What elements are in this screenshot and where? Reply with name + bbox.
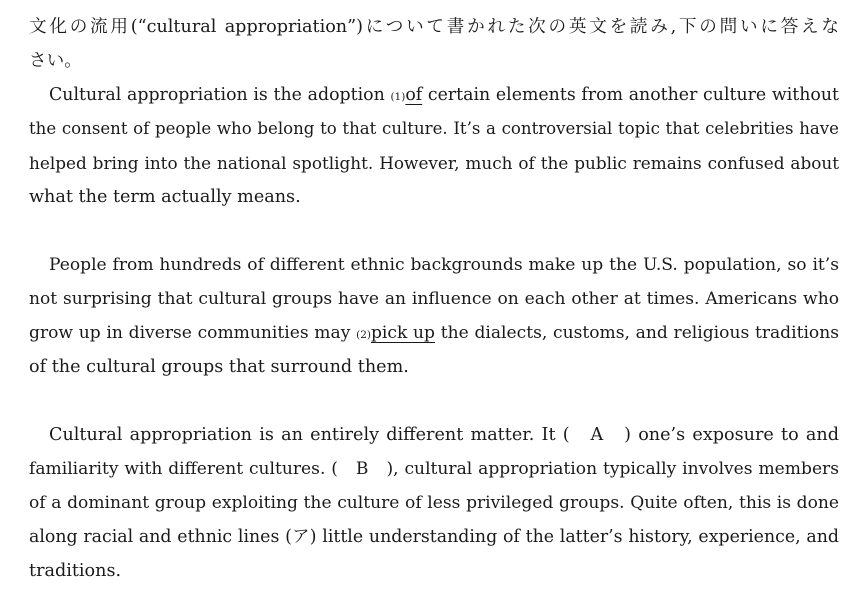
paragraph-1 (29, 78, 839, 214)
paragraph-1-line-2: the consent of people who belong to that culture. It’s a controversial topic that celebrities have (29, 119, 839, 138)
paragraph-2-line-1: People from hundreds of different ethnic backgrounds make up the U.S. population, so it’s (49, 255, 839, 275)
question-marker-1: (1) (390, 91, 406, 103)
paragraph-3-line-4: along racial and ethnic lines (ア) little understanding of the latter’s history, experience, and (29, 527, 839, 547)
paragraph-3-line-2: familiarity with different cultures. ( B ), cultural appropriation typically involves members (29, 459, 839, 479)
paragraph-1-line-1 (29, 78, 839, 112)
paragraph-1-text-a: Cultural appropriation is the adoption (49, 85, 385, 105)
paragraph-2-text-b: the dialects, customs, and religious traditions (440, 323, 839, 343)
paragraph-2-line-3 (29, 316, 839, 350)
paragraph-gap (29, 214, 839, 248)
paragraph-3 (29, 418, 839, 588)
underlined-phrase-2: pick up (370, 323, 435, 343)
paragraph-2-text-a: grow up in diverse communities may (29, 323, 351, 343)
paragraph-2-line-2: not surprising that cultural groups have an influence on each other at times. Americans who (29, 289, 839, 309)
paragraph-2 (29, 248, 839, 384)
paragraph-1-line-3: helped bring into the national spotlight. However, much of the public remains confused about (29, 153, 839, 173)
instruction-line-1: 文化の流用(“cultural appropriation”)について書かれた次の英文を読み,下の問いに答えな (29, 17, 839, 37)
paragraph-gap (29, 384, 839, 418)
underlined-word-1: of (405, 85, 423, 105)
paragraph-1-text-b: certain elements from another culture without (427, 85, 839, 105)
question-marker-2: (2) (356, 329, 371, 341)
paragraph-3-line-1: Cultural appropriation is an entirely different matter. It ( A ) one’s exposure to and (49, 425, 839, 445)
instruction-line-2: さい。 (29, 51, 82, 71)
paragraph-1-line-4: what the term actually means. (29, 187, 301, 207)
paragraph-3-line-5: traditions. (29, 561, 122, 581)
paragraph-3-line-3: of a dominant group exploiting the culture of less privileged groups. Quite often, this is done (29, 493, 839, 513)
question-document (29, 10, 839, 588)
paragraph-2-line-4: of the cultural groups that surround them. (29, 357, 409, 377)
